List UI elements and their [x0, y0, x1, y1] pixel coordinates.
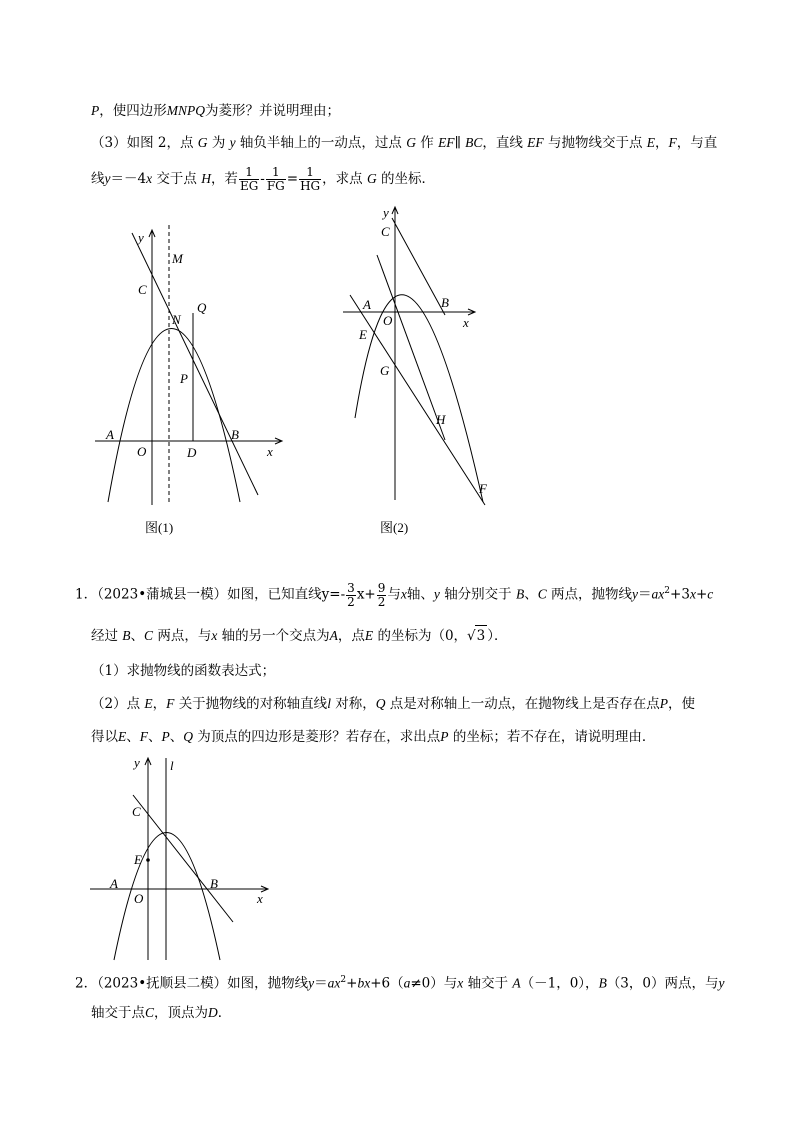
figure-2-caption: 图(2) [380, 520, 409, 535]
label-b: B [441, 295, 449, 310]
label-l: l [170, 758, 174, 773]
fraction-1-fg: $\frac{1}{FG}$ [266, 165, 285, 193]
problem-1-line-2: 经过 B、C 两点，与x 轴的另一个交点为A，点E 的坐标为（0，√3 ）． [91, 625, 508, 646]
top-line-1: P，使四边形MNPQ为菱形？并说明理由； [91, 103, 340, 119]
label-b: B [210, 876, 218, 891]
label-e: E [359, 327, 367, 342]
label-b: B [231, 427, 239, 442]
label-q: Q [197, 300, 207, 315]
fraction-3-2: $\frac{3}{2}$ [347, 580, 355, 609]
label-c: C [132, 804, 141, 819]
problem-1-question-2-line-1: （2）点 E，F 关于抛物线的对称轴直线l 对称，Q 点是对称轴上一动点，在抛物线上是否存在点P，使 [91, 696, 696, 712]
label-y: y [134, 755, 140, 770]
label-x: x [257, 891, 263, 906]
figure-1-caption: 图(1) [145, 520, 174, 535]
line-bc [392, 218, 445, 315]
label-c: C [138, 282, 147, 297]
line-y-minus-4x [377, 255, 445, 440]
fraction-1-eg: $\frac{1}{EG}$ [239, 165, 259, 193]
label-e: E [134, 852, 142, 867]
problem-2-line-2: 轴交于点C，顶点为D． [91, 1005, 232, 1021]
label-m: M [172, 251, 183, 266]
problem-1-line-1: 1．（2023•蒲城县一模）如图，已知直线y=- $\frac{3}{2}$ x+ $\frac{9}{2}$ 与x轴、y 轴分别交于 B、C 两点，抛物线$y=ax^2+3x+c$ [75, 580, 714, 609]
label-n: N [172, 312, 181, 327]
label-g: G [380, 363, 390, 378]
label-x: x [463, 315, 469, 330]
figure-2 [335, 200, 500, 545]
label-a: A [110, 876, 118, 891]
label-x: x [267, 444, 273, 459]
label-o: O [134, 891, 144, 906]
problem-1-question-1: （1）求抛物线的函数表达式； [91, 663, 276, 679]
label-h: H [436, 412, 446, 427]
label-o: O [137, 444, 147, 459]
top-line-3: 线y＝－4x 交于点 H，若 $\frac{1}{EG}$ - $\frac{1}{FG}$ = $\frac{1}{HG}$ ，求点 G 的坐标． [91, 165, 435, 193]
label-y: y [383, 205, 389, 220]
label-a: A [106, 427, 114, 442]
label-c: C [381, 224, 390, 239]
label-y: y [138, 230, 144, 245]
parabola [114, 833, 220, 961]
label-o: O [383, 313, 393, 328]
label-p: P [180, 371, 188, 386]
label-d: D [187, 445, 197, 460]
point-e [146, 858, 150, 862]
top-line-2: （3）如图 2，点 G 为 y 轴负半轴上的一动点，过点 G 作 EF∥ BC，直线 EF 与抛物线交于点 E，F，与直 [91, 135, 718, 151]
fraction-9-2: $\frac{9}{2}$ [377, 580, 386, 609]
problem-2-line-1: 2．（2023•抚顺县二模）如图，抛物线$y=ax^2+bx+6(a\ne 0)$与x 轴交于 A（－1，0），B（3，0）两点，与y [75, 975, 725, 992]
figure-1 [90, 215, 290, 545]
label-f: F [479, 481, 487, 496]
label-a: A [363, 297, 371, 312]
problem-1-figure [88, 750, 273, 965]
problem-1-question-2-line-2: 得以E、F、P、Q 为顶点的四边形是菱形？若存在，求出点P 的坐标；若不存在，请说明理由． [91, 729, 656, 745]
fraction-1-hg: $\frac{1}{HG}$ [300, 165, 321, 193]
